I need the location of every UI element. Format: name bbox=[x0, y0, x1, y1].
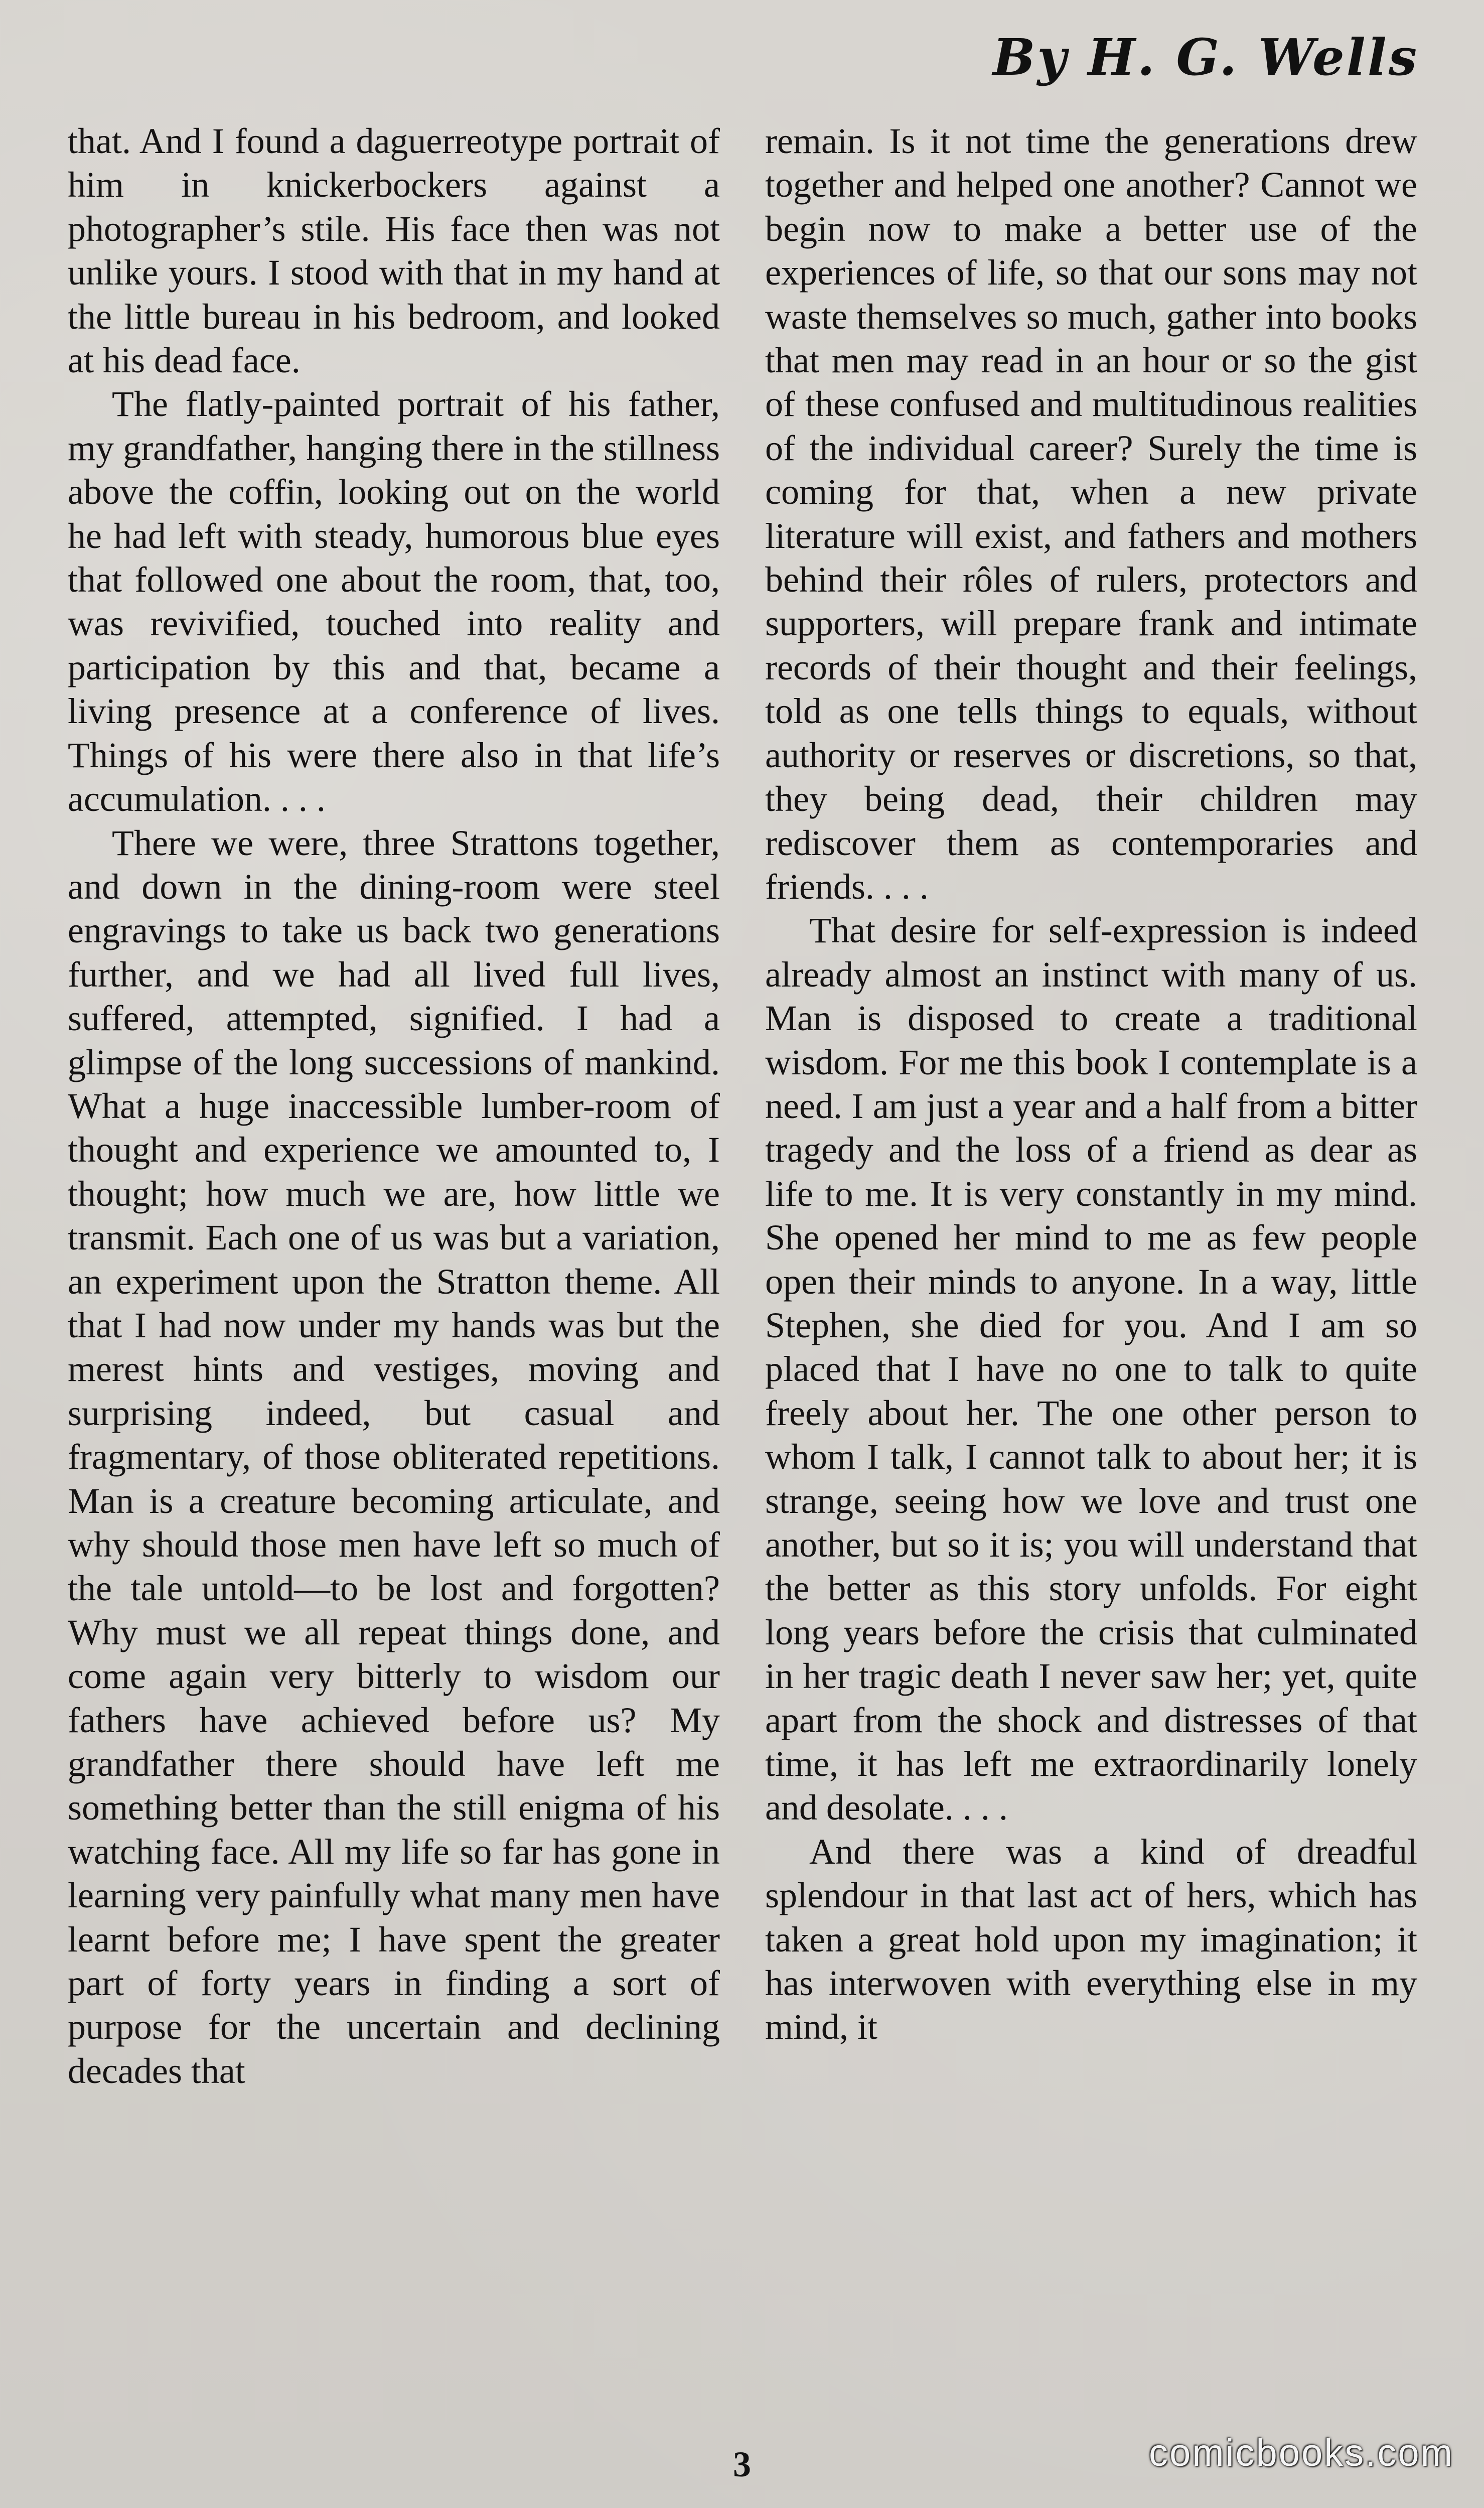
site-watermark: comicbooks.com bbox=[1149, 2432, 1454, 2474]
paragraph: that. And I found a daguerreotype portrait of him in knickerbockers against a photographer’s stile. His face then was not unlike yours. I stood with that in my hand at the little bureau in his bedroom, and looked at his dead face. bbox=[68, 121, 720, 381]
page-number: 3 bbox=[733, 2444, 751, 2484]
paragraph: There we were, three Strattons together, and down in the dining-room were steel engravings to take us back two generations further, and we had all lived full lives, suffered, attempted, signified. I had a glimpse of the long successions of mankind. What a huge inaccessible lumber-room of thought and experience we amounted to, I thought; how much we are, how little we transmit. Each one of us was but a variation, an experiment upon the Stratton theme. All that I had now under my hands was but the merest hints and vestiges, moving and surprising indeed, but casual and fragmentary, of those obliterated repetitions. Man is a creature becoming articulate, and why should those men have left so much of the tale untold—to be lost and forgotten? Why must we all repeat things done, and come again very bitterly to wisdom our fathers have achieved before us? My grandfather there should have left me something better than the still enigma of his watching face. All my life so far has gone in learning very painfully what many men have learnt before me; I have spent the greater part of forty years in finding a sort of purpose for the uncertain and declining decades that bbox=[68, 822, 720, 2091]
paragraph: And there was a kind of dreadful splendour in that last act of hers, which has taken a great hold upon my imagination; it has interwoven with everything else in my mind, it bbox=[765, 1831, 1417, 2047]
author-byline: By H. G. Wells bbox=[992, 28, 1419, 87]
paragraph: That desire for self-expression is indeed already almost an instinct with many of us. Man is disposed to create a traditional wisdom. For me this book I contemplate is a need. I am just a year and a half from a bitter tragedy and the loss of a friend as dear as life to me. It is very constantly in my mind. She opened her mind to me as few people open their minds to anyone. In a way, little Stephen, she died for you. And I am so placed that I have no one to talk to quite freely about her. The one other person to whom I talk, I cannot talk to about her; it is strange, seeing how we love and trust one another, but so it is; you will understand that the better as this story unfolds. For eight long years before the crisis that culminated in her tragic death I never saw her; yet, quite apart from the shock and distresses of that time, it has left me extraordinarily lonely and desolate. . . . bbox=[765, 910, 1417, 1828]
paragraph: The flatly-painted portrait of his father, my grandfather, hanging there in the stillness above the coffin, looking out on the world he had left with steady, humorous blue eyes that followed one about the room, that, too, was revivified, touched into reality and participation by this and that, became a living presence at a conference of lives. Things of his were there also in that life’s accumulation. . . . bbox=[68, 384, 720, 819]
paragraph: remain. Is it not time the generations drew together and helped one another? Cannot we begin now to make a better use of the experiences of life, so that our sons may not waste themselves so much, gather into books that men may read in an hour or so the gist of these confused and multitudinous realities of the individual career? Surely the time is coming for that, when a new private literature will exist, and fathers and mothers behind their rôles of rulers, protectors and supporters, will prepare frank and intimate records of their thought and their feelings, told as one tells things to equals, without authority or reserves or discretions, so that, they being dead, their children may rediscover them as contemporaries and friends. . . . bbox=[765, 121, 1417, 907]
text-column-right bbox=[765, 119, 1417, 2408]
text-column-left bbox=[68, 119, 720, 2408]
